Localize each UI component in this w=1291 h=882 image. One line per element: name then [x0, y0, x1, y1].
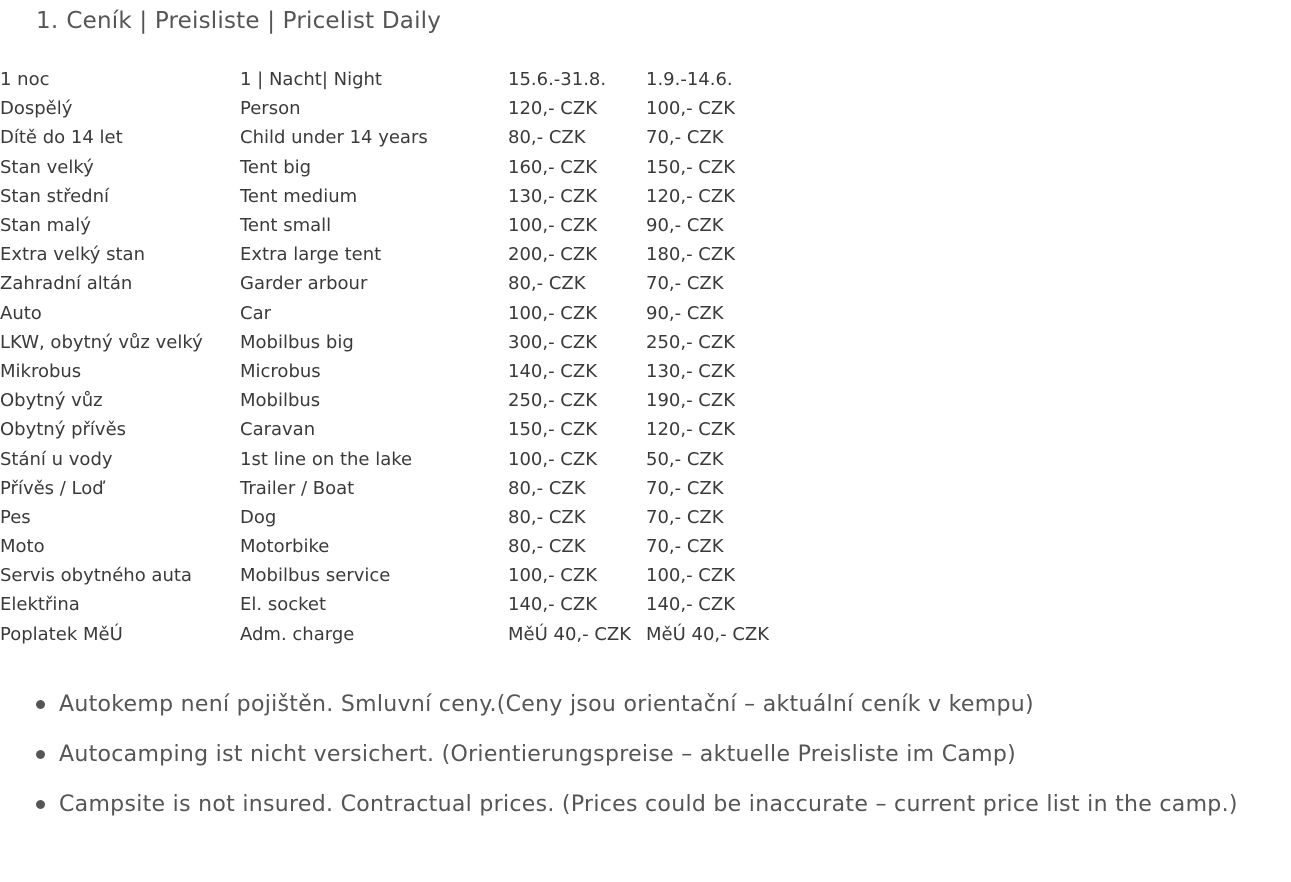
item-cz-cell: LKW, obytný vůz velký — [0, 331, 203, 353]
item-en-cell: Adm. charge — [240, 623, 355, 645]
item-cz-cell: Servis obytného auta — [0, 565, 192, 587]
table-row — [0, 328, 786, 357]
price-summer-cell: 80,- CZK — [508, 477, 586, 499]
table-row — [0, 269, 786, 298]
price-offseason-cell: 70,- CZK — [646, 127, 724, 149]
item-cz-cell: Extra velký stan — [0, 244, 145, 266]
price-offseason-cell: 250,- CZK — [646, 331, 735, 353]
table-row — [0, 503, 786, 532]
price-offseason-cell: 150,- CZK — [646, 156, 735, 178]
table-row — [0, 211, 786, 240]
table-row — [0, 444, 786, 473]
price-offseason-cell: MěÚ 40,- CZK — [646, 623, 770, 645]
item-cz-cell: Dítě do 14 let — [0, 127, 123, 149]
table-row — [0, 386, 786, 415]
price-summer-cell: 15.6.-31.8. — [508, 69, 607, 91]
table-header-row — [0, 65, 786, 94]
price-offseason-cell: 70,- CZK — [646, 506, 724, 528]
price-summer-cell: 80,- CZK — [508, 273, 586, 295]
note-text: Autokemp není pojištěn. Smluvní ceny.(Ceny jsou orientační – aktuální ceník v kempu) — [59, 692, 1034, 717]
item-en-cell: Car — [240, 302, 271, 324]
table-row — [0, 94, 786, 123]
price-offseason-cell: 130,- CZK — [646, 360, 735, 382]
price-summer-cell: 120,- CZK — [508, 98, 597, 120]
table-row — [0, 357, 786, 386]
item-en-cell: 1 | Nacht| Night — [240, 69, 382, 91]
price-offseason-cell: 100,- CZK — [646, 98, 735, 120]
price-summer-cell: 300,- CZK — [508, 331, 597, 353]
price-offseason-cell: 70,- CZK — [646, 477, 724, 499]
price-offseason-cell: 70,- CZK — [646, 536, 724, 558]
item-cz-cell: Stan střední — [0, 185, 109, 207]
price-offseason-cell: 190,- CZK — [646, 390, 735, 412]
note-text: Autocamping ist nicht versichert. (Orientierungspreise – aktuelle Preisliste im Camp) — [59, 742, 1017, 767]
bullet-icon — [36, 700, 45, 709]
item-cz-cell: Elektřina — [0, 594, 80, 616]
table-row — [0, 182, 786, 211]
price-offseason-cell: 120,- CZK — [646, 419, 735, 441]
price-summer-cell: 100,- CZK — [508, 448, 597, 470]
note-item — [0, 780, 1290, 830]
price-offseason-cell: 70,- CZK — [646, 273, 724, 295]
item-cz-cell: Poplatek MěÚ — [0, 623, 123, 645]
item-en-cell: Garder arbour — [240, 273, 368, 295]
price-table — [0, 65, 786, 649]
item-en-cell: Microbus — [240, 360, 321, 382]
item-cz-cell: Mikrobus — [0, 360, 82, 382]
item-en-cell: Mobilbus — [240, 390, 321, 412]
price-summer-cell: 250,- CZK — [508, 390, 597, 412]
note-item — [0, 680, 1290, 730]
table-row — [0, 240, 786, 269]
price-summer-cell: 130,- CZK — [508, 185, 597, 207]
item-cz-cell: 1 noc — [0, 69, 50, 91]
price-summer-cell: MěÚ 40,- CZK — [508, 623, 632, 645]
price-offseason-cell: 90,- CZK — [646, 215, 724, 237]
table-row — [0, 532, 786, 561]
table-row — [0, 153, 786, 182]
item-cz-cell: Obytný vůz — [0, 390, 103, 412]
price-summer-cell: 150,- CZK — [508, 419, 597, 441]
item-en-cell: Mobilbus service — [240, 565, 391, 587]
item-en-cell: El. socket — [240, 594, 327, 616]
price-summer-cell: 80,- CZK — [508, 536, 586, 558]
table-row — [0, 415, 786, 444]
item-en-cell: Tent big — [240, 156, 312, 178]
table-row — [0, 561, 786, 590]
price-summer-cell: 80,- CZK — [508, 506, 586, 528]
item-cz-cell: Moto — [0, 536, 45, 558]
price-summer-cell: 80,- CZK — [508, 127, 586, 149]
item-en-cell: Dog — [240, 506, 277, 528]
price-offseason-cell: 50,- CZK — [646, 448, 724, 470]
price-offseason-cell: 100,- CZK — [646, 565, 735, 587]
item-cz-cell: Dospělý — [0, 98, 73, 120]
pricelist-heading — [36, 8, 441, 34]
item-en-cell: Caravan — [240, 419, 316, 441]
table-row — [0, 123, 786, 152]
price-offseason-cell: 180,- CZK — [646, 244, 735, 266]
item-en-cell: Extra large tent — [240, 244, 382, 266]
heading-number: 1. — [36, 8, 59, 34]
item-en-cell: Mobilbus big — [240, 331, 354, 353]
price-summer-cell: 100,- CZK — [508, 302, 597, 324]
heading-text: Ceník | Preisliste | Pricelist Daily — [66, 8, 442, 34]
table-row — [0, 474, 786, 503]
notes-list — [0, 680, 1290, 830]
item-en-cell: Person — [240, 98, 301, 120]
item-en-cell: Trailer / Boat — [240, 477, 355, 499]
table-row — [0, 590, 786, 619]
price-summer-cell: 160,- CZK — [508, 156, 597, 178]
bullet-icon — [36, 800, 45, 809]
item-cz-cell: Zahradní altán — [0, 273, 133, 295]
item-cz-cell: Auto — [0, 302, 42, 324]
price-summer-cell: 140,- CZK — [508, 360, 597, 382]
item-en-cell: Child under 14 years — [240, 127, 428, 149]
item-cz-cell: Pes — [0, 506, 31, 528]
table-row — [0, 299, 786, 328]
price-summer-cell: 100,- CZK — [508, 565, 597, 587]
bullet-icon — [36, 750, 45, 759]
price-offseason-cell: 90,- CZK — [646, 302, 724, 324]
price-offseason-cell: 140,- CZK — [646, 594, 735, 616]
price-summer-cell: 140,- CZK — [508, 594, 597, 616]
item-en-cell: Tent medium — [240, 185, 358, 207]
price-offseason-cell: 1.9.-14.6. — [646, 69, 733, 91]
item-cz-cell: Stání u vody — [0, 448, 113, 470]
price-summer-cell: 200,- CZK — [508, 244, 597, 266]
item-en-cell: 1st line on the lake — [240, 448, 413, 470]
table-row — [0, 620, 786, 649]
price-table-body — [0, 65, 786, 649]
item-en-cell: Tent small — [240, 215, 332, 237]
item-cz-cell: Stan velký — [0, 156, 94, 178]
item-cz-cell: Obytný přívěs — [0, 419, 127, 441]
price-offseason-cell: 120,- CZK — [646, 185, 735, 207]
item-en-cell: Motorbike — [240, 536, 330, 558]
item-cz-cell: Přívěs / Loď — [0, 477, 104, 499]
item-cz-cell: Stan malý — [0, 215, 91, 237]
note-item — [0, 730, 1290, 780]
note-text: Campsite is not insured. Contractual prices. (Prices could be inaccurate – current price list in the camp.) — [59, 792, 1238, 817]
price-summer-cell: 100,- CZK — [508, 215, 597, 237]
